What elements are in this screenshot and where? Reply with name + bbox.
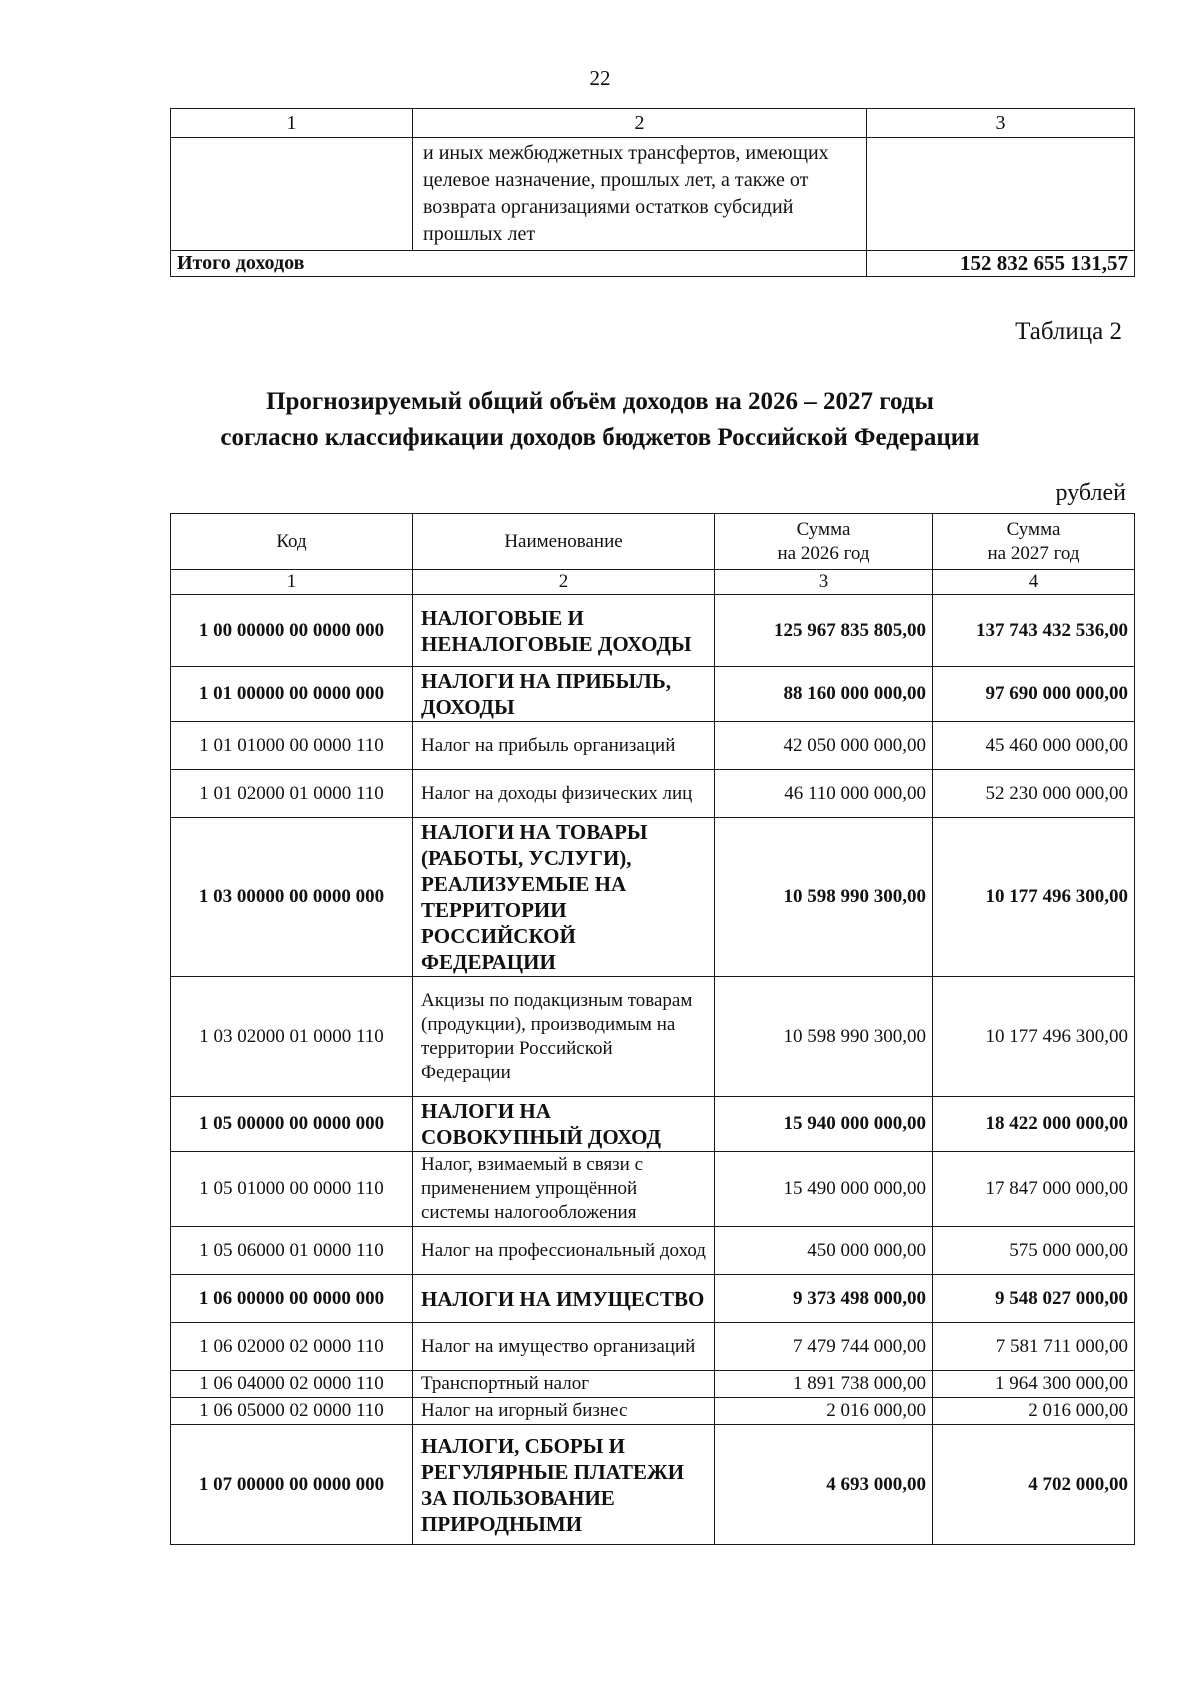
row-code: 1 05 06000 01 0000 110 <box>171 1227 413 1275</box>
table-row <box>171 1425 1135 1545</box>
row-name: Налог на профессиональный доход <box>413 1227 715 1275</box>
row-code: 1 07 00000 00 0000 000 <box>171 1425 413 1545</box>
table-row <box>171 1371 1135 1398</box>
column-number: 2 <box>413 109 867 138</box>
row-name: НАЛОГОВЫЕ И НЕНАЛОГОВЫЕ ДОХОДЫ <box>413 595 715 667</box>
row-amount-2027: 10 177 496 300,00 <box>933 818 1135 977</box>
page-number: 22 <box>589 66 611 90</box>
table-row <box>171 667 1135 722</box>
header-code: Код <box>171 514 413 570</box>
row-amount-2026: 2 016 000,00 <box>715 1398 933 1425</box>
header-name: Наименование <box>413 514 715 570</box>
row-code: 1 03 00000 00 0000 000 <box>171 818 413 977</box>
row-code: 1 06 04000 02 0000 110 <box>171 1371 413 1398</box>
continuation-text: и иных межбюджетных трансфертов, имеющих целевое назначение, прошлых лет, а также от возврата организациями остатков субсидий прошлых лет <box>413 138 867 251</box>
header-row <box>171 514 1135 570</box>
column-number: 3 <box>715 570 933 595</box>
row-amount-2027: 52 230 000 000,00 <box>933 770 1135 818</box>
units-label: рублей <box>1055 480 1126 506</box>
row-code: 1 06 02000 02 0000 110 <box>171 1323 413 1371</box>
row-name: Налог на прибыль организаций <box>413 722 715 770</box>
row-amount-2027: 97 690 000 000,00 <box>933 667 1135 722</box>
table-title-line-2: согласно классификации доходов бюджетов Российской Федерации <box>220 424 980 451</box>
row-amount-2026: 46 110 000 000,00 <box>715 770 933 818</box>
row-code: 1 06 00000 00 0000 000 <box>171 1275 413 1323</box>
row-amount-2026: 15 940 000 000,00 <box>715 1097 933 1152</box>
row-amount-2027: 17 847 000 000,00 <box>933 1152 1135 1227</box>
row-code: 1 01 01000 00 0000 110 <box>171 722 413 770</box>
row-amount-2027: 18 422 000 000,00 <box>933 1097 1135 1152</box>
column-number-row <box>171 570 1135 595</box>
row-code: 1 00 00000 00 0000 000 <box>171 595 413 667</box>
row-code: 1 05 00000 00 0000 000 <box>171 1097 413 1152</box>
table-row <box>171 1323 1135 1371</box>
total-row <box>171 251 1135 277</box>
row-name: Налог на игорный бизнес <box>413 1398 715 1425</box>
empty-code-cell <box>171 138 413 251</box>
table-row <box>171 770 1135 818</box>
column-number: 4 <box>933 570 1135 595</box>
row-amount-2026: 4 693 000,00 <box>715 1425 933 1545</box>
column-number: 3 <box>867 109 1135 138</box>
row-amount-2026: 10 598 990 300,00 <box>715 977 933 1097</box>
column-number: 1 <box>171 570 413 595</box>
row-amount-2026: 15 490 000 000,00 <box>715 1152 933 1227</box>
total-label: Итого доходов <box>171 251 413 277</box>
row-amount-2027: 45 460 000 000,00 <box>933 722 1135 770</box>
table-row <box>171 977 1135 1097</box>
table-title-line-1: Прогнозируемый общий объём доходов на 2026 – 2027 годы <box>266 388 934 415</box>
row-name: НАЛОГИ НА ТОВАРЫ (РАБОТЫ, УСЛУГИ), РЕАЛИЗУЕМЫЕ НА ТЕРРИТОРИИ РОССИЙСКОЙ ФЕДЕРАЦИИ <box>413 818 715 977</box>
continuation-row <box>171 138 1135 251</box>
row-amount-2026: 125 967 835 805,00 <box>715 595 933 667</box>
row-name: Акцизы по подакцизным товарам (продукции), производимым на территории Российской Федерации <box>413 977 715 1097</box>
row-code: 1 01 00000 00 0000 000 <box>171 667 413 722</box>
row-code: 1 06 05000 02 0000 110 <box>171 1398 413 1425</box>
table-label: Таблица 2 <box>1015 318 1122 345</box>
header-sum-2027: Сумма на 2027 год <box>933 514 1135 570</box>
row-amount-2027: 4 702 000,00 <box>933 1425 1135 1545</box>
row-name: НАЛОГИ, СБОРЫ И РЕГУЛЯРНЫЕ ПЛАТЕЖИ ЗА ПОЛЬЗОВАНИЕ ПРИРОДНЫМИ <box>413 1425 715 1545</box>
row-amount-2026: 450 000 000,00 <box>715 1227 933 1275</box>
row-name: НАЛОГИ НА СОВОКУПНЫЙ ДОХОД <box>413 1097 715 1152</box>
continued-income-table <box>170 108 1135 277</box>
row-name: НАЛОГИ НА ИМУЩЕСТВО <box>413 1275 715 1323</box>
total-spacer <box>413 251 867 277</box>
column-number-row <box>171 109 1135 138</box>
table-row <box>171 1152 1135 1227</box>
table-title <box>0 384 1200 456</box>
row-name: НАЛОГИ НА ПРИБЫЛЬ, ДОХОДЫ <box>413 667 715 722</box>
row-name: Налог на доходы физических лиц <box>413 770 715 818</box>
row-amount-2027: 575 000 000,00 <box>933 1227 1135 1275</box>
row-amount-2027: 7 581 711 000,00 <box>933 1323 1135 1371</box>
row-amount-2026: 88 160 000 000,00 <box>715 667 933 722</box>
row-amount-2026: 1 891 738 000,00 <box>715 1371 933 1398</box>
table-row <box>171 595 1135 667</box>
table-row <box>171 1275 1135 1323</box>
table-row <box>171 818 1135 977</box>
column-number: 1 <box>171 109 413 138</box>
row-amount-2027: 9 548 027 000,00 <box>933 1275 1135 1323</box>
empty-amount-cell <box>867 138 1135 251</box>
total-value: 152 832 655 131,57 <box>867 251 1135 277</box>
column-number: 2 <box>413 570 715 595</box>
table-row <box>171 1227 1135 1275</box>
table-row <box>171 1097 1135 1152</box>
row-amount-2026: 9 373 498 000,00 <box>715 1275 933 1323</box>
row-name: Налог, взимаемый в связи с применением упрощённой системы налогообложения <box>413 1152 715 1227</box>
row-code: 1 01 02000 01 0000 110 <box>171 770 413 818</box>
header-sum-2026: Сумма на 2026 год <box>715 514 933 570</box>
row-code: 1 03 02000 01 0000 110 <box>171 977 413 1097</box>
row-amount-2026: 10 598 990 300,00 <box>715 818 933 977</box>
row-name: Транспортный налог <box>413 1371 715 1398</box>
row-name: Налог на имущество организаций <box>413 1323 715 1371</box>
row-amount-2027: 2 016 000,00 <box>933 1398 1135 1425</box>
row-amount-2026: 7 479 744 000,00 <box>715 1323 933 1371</box>
row-amount-2026: 42 050 000 000,00 <box>715 722 933 770</box>
income-forecast-table <box>170 513 1135 1545</box>
table-row <box>171 722 1135 770</box>
row-amount-2027: 10 177 496 300,00 <box>933 977 1135 1097</box>
row-amount-2027: 137 743 432 536,00 <box>933 595 1135 667</box>
table-row <box>171 1398 1135 1425</box>
row-amount-2027: 1 964 300 000,00 <box>933 1371 1135 1398</box>
row-code: 1 05 01000 00 0000 110 <box>171 1152 413 1227</box>
